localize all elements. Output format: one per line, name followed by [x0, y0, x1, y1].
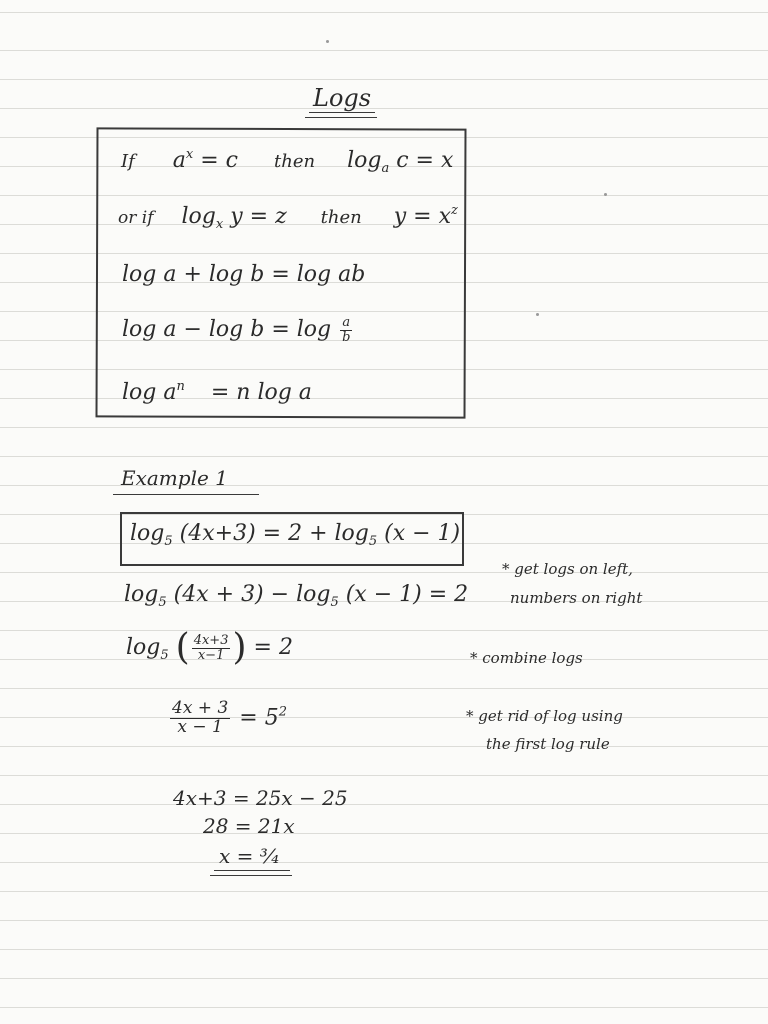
step-3-rparen: )	[232, 627, 247, 668]
note-1b: numbers on right	[510, 589, 643, 607]
rule-1-if: If	[121, 151, 135, 172]
rule-4-fraction	[340, 316, 352, 344]
step-3-num: 4x+3	[193, 632, 229, 648]
rule-1-log: log	[347, 148, 382, 173]
step-3-lparen: (	[175, 627, 190, 668]
rule-4-den: b	[342, 329, 351, 345]
rule-1-then: then	[274, 151, 316, 172]
rule-2	[118, 204, 458, 231]
step-2-mid: (4x + 3) − log	[173, 582, 331, 607]
rule-4-num: a	[342, 315, 351, 330]
rule-1-log-base: a	[381, 161, 390, 176]
rule-1-eq: = c	[200, 148, 238, 173]
step-7: x = ³⁄₄	[219, 844, 280, 868]
rule-5-result: = n log a	[210, 380, 312, 405]
rule-4	[122, 316, 354, 344]
step-2-end: (x − 1) = 2	[345, 582, 469, 607]
answer-underline	[214, 870, 290, 871]
step-3-base: 5	[160, 648, 169, 663]
step-1-base-2: 5	[368, 534, 378, 549]
step-3-end: = 2	[253, 635, 293, 660]
note-2: * combine logs	[470, 649, 583, 667]
step-4-eq: = 5	[239, 705, 279, 731]
step-4-num: 4x + 3	[172, 698, 229, 718]
rule-5-exp: n	[176, 379, 185, 394]
rule-3: log a + log b = log ab	[122, 262, 366, 287]
rule-5	[122, 380, 312, 404]
note-3a: * get rid of log using	[466, 707, 623, 725]
step-3-fraction	[192, 634, 231, 662]
step-1-end: (x − 1)	[384, 521, 461, 546]
note-3b: the first log rule	[486, 735, 610, 753]
step-1	[130, 523, 460, 548]
rule-2-orif: or if	[118, 208, 154, 228]
note-1a: * get logs on left,	[502, 560, 633, 578]
title-underline	[309, 112, 375, 113]
step-1-log: log	[130, 521, 165, 546]
step-6: 28 = 21x	[203, 814, 295, 838]
rule-2-result: y = x	[393, 204, 452, 229]
step-4-den: x − 1	[177, 716, 223, 737]
scan-speck	[604, 193, 607, 196]
rule-2-exp: z	[451, 203, 458, 218]
rule-2-eq: y = z	[230, 204, 287, 229]
scan-speck	[536, 313, 539, 316]
rule-1	[121, 148, 453, 175]
step-1-mid: (4x+3) = 2 + log	[179, 521, 369, 546]
rule-1-base: a	[172, 148, 186, 173]
rule-2-then: then	[320, 207, 362, 228]
example-heading: Example 1	[121, 466, 228, 490]
title-underline-2	[305, 117, 377, 118]
page-title: Logs	[313, 84, 372, 112]
step-2-log: log	[124, 582, 159, 607]
rule-5-log: log a	[122, 380, 177, 405]
example-heading-underline	[113, 494, 259, 495]
step-3	[126, 627, 293, 668]
step-3-log: log	[126, 635, 161, 660]
step-3-den: x−1	[197, 647, 225, 663]
rule-1-exp: x	[185, 147, 194, 162]
step-2	[124, 584, 468, 609]
scan-speck	[326, 40, 329, 43]
step-2-base-2: 5	[330, 595, 339, 610]
rule-1-result: c = x	[396, 148, 454, 173]
step-4-exp: 2	[278, 704, 287, 720]
step-2-base: 5	[158, 595, 167, 610]
rule-4-expr: log a − log b = log	[122, 317, 332, 343]
answer-underline-2	[210, 875, 292, 876]
step-4-fraction	[170, 700, 230, 737]
rule-2-log: log	[181, 204, 216, 229]
step-4	[168, 700, 287, 737]
rule-2-log-base: x	[215, 217, 224, 232]
step-5: 4x+3 = 25x − 25	[173, 786, 348, 810]
step-1-base: 5	[164, 534, 173, 549]
